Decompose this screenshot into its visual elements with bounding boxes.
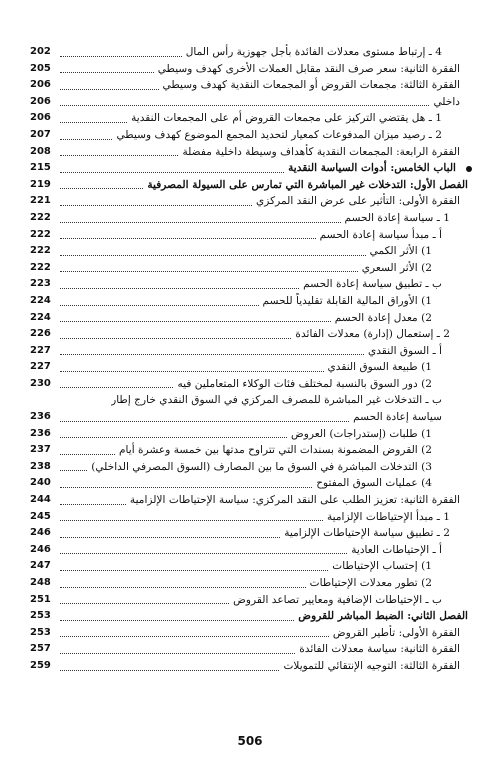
toc-entry-page: 257 [30, 643, 51, 655]
toc-entry [30, 144, 472, 161]
toc-entry [30, 243, 472, 260]
dot-leader [60, 487, 312, 488]
toc-entry-page: 222 [30, 245, 51, 257]
toc-entry-page: 253 [30, 610, 51, 622]
dot-leader [60, 371, 324, 372]
toc-entry-page: 206 [30, 95, 51, 107]
dot-leader [60, 222, 341, 223]
dot-leader [60, 288, 299, 289]
toc-entry-title: 1 ـ مبدأ الإحتياطات الإلزامية [326, 510, 450, 523]
toc-entry-title: الفقرة الرابعة: المجمعات النقدية كأهداف وسيطة داخلية مفضلة [182, 145, 460, 158]
dot-leader [60, 255, 366, 256]
dot-leader [60, 89, 159, 90]
toc-entry-page: 248 [30, 577, 51, 588]
toc-entry [30, 359, 472, 376]
toc-entry-title: 1 ـ هل يقتضي التركيز على مجمعات القروض أم على المجمعات النقدية [131, 112, 442, 125]
toc-entry [30, 608, 472, 625]
toc-entry-page: 230 [30, 377, 51, 389]
toc-entry [30, 492, 472, 509]
toc-entry [30, 641, 472, 658]
toc-entry-title: الفقرة الثانية: تعزيز الطلب على النقد المركزي: سياسة الإحتياطات الإلزامية [129, 494, 460, 507]
toc-entry-title: 2) الأثر السعري [361, 261, 432, 274]
dot-leader [60, 305, 259, 306]
toc-entry-page: 222 [30, 261, 51, 273]
dot-leader [60, 271, 358, 272]
dot-leader [60, 520, 323, 521]
dot-leader [60, 454, 115, 455]
toc-entry-title: الفصل الأول: التدخلات غير المباشرة التي تمارس على السيولة المصرفية [147, 178, 468, 191]
toc-entry-page: 206 [30, 79, 51, 91]
dot-leader [60, 636, 329, 637]
toc-entry-title: 4) عمليات السوق المفتوح [316, 477, 432, 490]
toc-entry [30, 44, 472, 61]
toc-entry [30, 177, 472, 194]
toc-entry [30, 558, 472, 575]
dot-leader [60, 188, 143, 189]
dot-leader [60, 570, 328, 571]
toc-entry-title: 1) طبيعة السوق النقدي [327, 361, 432, 374]
dot-leader [60, 587, 306, 588]
toc-entry-page: 244 [30, 494, 51, 506]
toc-entry-title: ب ـ التدخلات غير المباشرة للمصرف المركزي في السوق النقدي خارج إطار [111, 394, 442, 407]
toc-entry-page: 222 [30, 211, 51, 223]
toc-entry-title: ب ـ الإحتياطات الإضافية ومعايير تصاعد القروض [233, 593, 442, 606]
toc-entry [30, 592, 472, 609]
dot-leader [60, 139, 112, 140]
toc-entry-title: 2) دور السوق بالنسبة لمختلف فئات الوكلاء المتعاملين فيه [177, 377, 432, 390]
toc-entry-title: داخلي [433, 95, 460, 108]
toc-entry [30, 426, 472, 443]
toc-entry-title: الفقرة الأولى: التأثير على عرض النقد المركزي [255, 195, 460, 208]
dot-leader [60, 354, 364, 355]
dot-leader [60, 670, 279, 671]
toc-entry-page: 221 [30, 195, 51, 207]
toc-entry [30, 210, 472, 227]
toc-entry-title: الفقرة الثالثة: مجمعات القروض أو المجمعات النقدية كهدف وسيطي [162, 79, 460, 92]
toc-entry-title: الفقرة الثانية: سياسة معدلات الفائدة [299, 643, 460, 656]
dot-leader [60, 205, 252, 206]
dot-leader [60, 537, 280, 538]
toc-entry-title: 1) طلبات (إستدراجات) العروض [290, 427, 432, 440]
dot-leader [60, 56, 182, 57]
toc-entry-page: 237 [30, 444, 51, 456]
toc-entry [30, 160, 472, 177]
toc-entry-title: ب ـ تطبيق سياسة إعادة الحسم [303, 278, 442, 291]
toc-entry-title: 1) الأوراق المالية القابلة تقليدياً للحسم [262, 294, 432, 307]
dot-leader [60, 122, 127, 123]
toc-entry-page: 224 [30, 294, 51, 306]
toc-entry [30, 542, 472, 559]
toc-entry-title: 2 ـ رصيد ميزان المدفوعات كمعيار لتحديد المجمع الموضوع كهدف وسيطي [116, 128, 442, 141]
toc-entry-page: 240 [30, 477, 51, 489]
toc-entry-title: الفصل الثاني: الضبط المباشر للقروض [298, 610, 468, 623]
toc-entry-title: الفقرة الثانية: سعر صرف النقد مقابل العملات الأخرى كهدف وسيطي [157, 62, 460, 75]
toc-entry-page: 226 [30, 328, 51, 340]
toc-entry [30, 625, 472, 642]
toc-entry [30, 575, 472, 592]
toc-entry-page: 205 [30, 62, 51, 74]
toc-entry [30, 293, 472, 310]
toc-entry-title: 4 ـ إرتباط مستوى معدلات الفائدة بأجل جهوزية رأس المال [185, 46, 442, 58]
dot-leader [60, 172, 284, 173]
toc-entry [30, 326, 472, 343]
toc-entry [30, 227, 472, 244]
toc-entry [30, 77, 472, 94]
toc-entry-title: 1 ـ سياسة إعادة الحسم [344, 211, 450, 224]
toc-entry-title: 1) إحتساب الإحتياطات [332, 560, 432, 573]
toc-entry-title: 2) معدل إعادة الحسم [334, 311, 432, 324]
dot-leader [60, 155, 178, 156]
toc-entry-page: 202 [30, 46, 51, 57]
toc-entry-title: أ ـ مبدأ سياسة إعادة الحسم [319, 228, 442, 241]
toc-entry [30, 61, 472, 78]
dot-leader [60, 321, 331, 322]
toc-entry-page: 236 [30, 427, 51, 439]
toc-entry-page: 224 [30, 311, 51, 323]
toc-entry [30, 392, 472, 409]
page-number: 506 [237, 734, 263, 748]
toc-entry [30, 475, 472, 492]
toc-entry-page: 215 [30, 162, 51, 174]
toc-entry-page: 223 [30, 278, 51, 290]
toc-entry-page: 207 [30, 128, 51, 140]
toc-entry-title: أ ـ الإحتياطات العادية [351, 543, 442, 556]
toc-entry [30, 376, 472, 393]
dot-leader [60, 504, 126, 505]
toc-entry-page: 236 [30, 411, 51, 423]
dot-leader [60, 338, 291, 339]
dot-leader [60, 421, 349, 422]
toc-entry-title: 2 ـ تطبيق سياسة الإحتياطات الإلزامية [284, 527, 450, 540]
toc-entry [30, 193, 472, 210]
toc-entry-title: 1) الأثر الكمي [369, 245, 432, 258]
toc-entry [30, 525, 472, 542]
toc-entry-page: 259 [30, 659, 51, 671]
toc-entry [30, 459, 472, 476]
toc-entry-page: 246 [30, 543, 51, 555]
toc-entry [30, 409, 472, 426]
dot-leader [60, 653, 295, 654]
toc-entry-page: 251 [30, 593, 51, 605]
toc-entry-page: 227 [30, 344, 51, 356]
toc-entry-title: 2) تطور معدلات الإحتياطات [309, 577, 432, 589]
toc-entry-page: 247 [30, 560, 51, 572]
dot-leader [60, 470, 87, 471]
toc-entry [30, 260, 472, 277]
toc-entry [30, 343, 472, 360]
toc-entry-title: 2 ـ إستعمال (إدارة) معدلات الفائدة [295, 328, 450, 341]
toc-entry-page: 206 [30, 112, 51, 124]
dot-leader [60, 105, 429, 106]
toc-entry-title: 3) التدخلات المباشرة في السوق ما بين المصارف (السوق المصرفي الداخلي) [91, 460, 432, 473]
toc-entry-page: 238 [30, 460, 51, 472]
toc-entry-title: الفقرة الثالثة: التوجيه الإنتقائي للتمويلات [283, 659, 460, 672]
dot-leader [60, 620, 294, 621]
dot-leader [60, 553, 347, 554]
toc-entry-page: 222 [30, 228, 51, 240]
dot-leader [60, 72, 154, 73]
toc-entry [30, 94, 472, 111]
toc-entry-page: 227 [30, 361, 51, 373]
toc-entry-page: 219 [30, 178, 51, 190]
toc-entry-page: 245 [30, 510, 51, 522]
toc-entry-title: الباب الخامس: أدوات السياسة النقدية [288, 162, 456, 175]
toc-entry-title: 2) القروض المضمونة بسندات التي تتراوح مدتها بين خمسة وعشرة أيام [119, 444, 432, 457]
toc-entry-page: 246 [30, 527, 51, 539]
toc-entry [30, 658, 472, 675]
table-of-contents [30, 44, 472, 675]
toc-entry-title: سياسة إعادة الحسم [353, 411, 442, 424]
dot-leader [60, 238, 316, 239]
toc-entry [30, 509, 472, 526]
dot-leader [60, 603, 229, 604]
toc-entry-title: أ ـ السوق النقدي [367, 344, 442, 357]
toc-entry-title: الفقرة الأولى: تأطير القروض [332, 626, 460, 639]
toc-entry [30, 276, 472, 293]
toc-entry [30, 110, 472, 127]
toc-entry [30, 310, 472, 327]
dot-leader [60, 437, 287, 438]
toc-entry-page: 208 [30, 145, 51, 157]
dot-leader [60, 387, 173, 388]
toc-entry [30, 442, 472, 459]
toc-entry-page: 253 [30, 626, 51, 638]
toc-entry [30, 127, 472, 144]
bullet-icon [466, 166, 472, 172]
